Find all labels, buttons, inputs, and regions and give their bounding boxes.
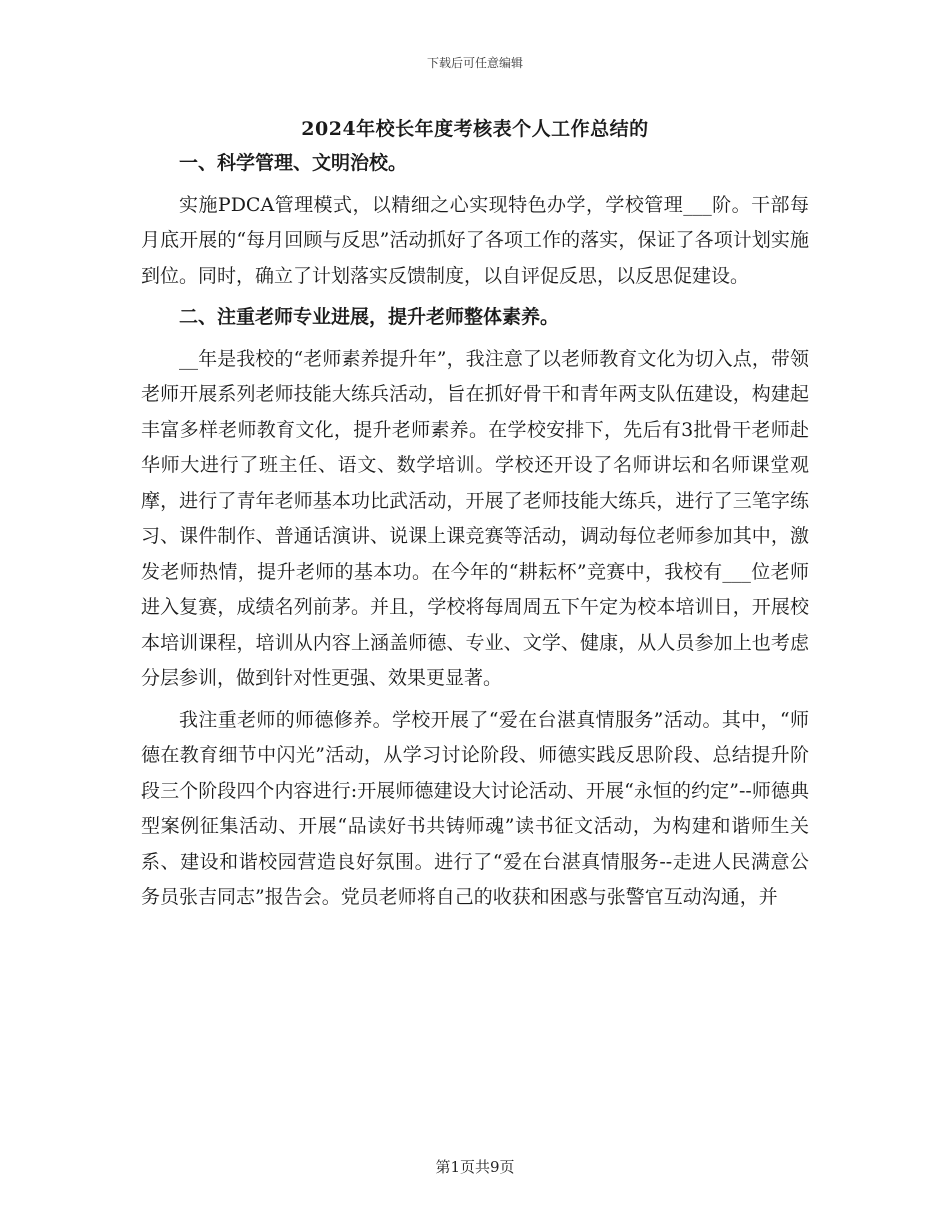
header-note: 下载后可任意编辑	[426, 56, 523, 70]
paragraph-3: 我注重老师的师德修养。学校开展了“爱在台湛真情服务”活动。其中，“师德在教育细节中闪光”活动，从学习讨论阶段、师德实践反思阶段、总结提升阶段三个阶段四个内容进行:开展师德建设大讨论活动、开展“永恒的约定”--师德典型案例征集活动、开展“品读好书共铸师魂”读书征文活动，为构建和谐师生关系、建设和谐校园营造良好氛围。进行了“爱在台湛真情服务--走进人民满意公务员张吉同志”报告会。党员老师将自己的收获和困惑与张警官互动沟通，并	[141, 708, 809, 908]
page-footer: 第1页共9页	[435, 1158, 515, 1176]
section-heading-2: 二、注重老师专业进展，提升老师整体素养。	[179, 306, 560, 328]
paragraph-2: __年是我校的“老师素养提升年”，我注意了以老师教育文化为切入点，带领老师开展系列老师技能大练兵活动，旨在抓好骨干和青年两支队伍建设，构建起丰富多样老师教育文化，提升老师素养。在学校安排下，先后有3批骨干老师赴华师大进行了班主任、语文、数学培训。学校还开设了名师讲坛和名师课堂观摩，进行了青年老师基本功比武活动，开展了老师技能大练兵，进行了三笔字练习、课件制作、普通话演讲、说课上课竞赛等活动，调动每位老师参加其中，激发老师热情，提升老师的基本功。在今年的“耕耘杯”竞赛中，我校有___位老师进入复赛，成绩名列前茅。并且，学校将每周周五下午定为校本培训日，开展校本培训课程，培训从内容上涵盖师德、专业、文学、健康，从人员参加上也考虑分层参训，做到针对性更强、效果更显著。	[141, 347, 809, 689]
section-heading-1: 一、科学管理、文明治校。	[179, 152, 408, 174]
document-body	[141, 146, 809, 916]
paragraph-1: 实施PDCA管理模式，以精细之心实现特色办学，学校管理___阶。干部每月底开展的“每月回顾与反思”活动抓好了各项工作的落实，保证了各项计划实施到位。同时，确立了计划落实反馈制度，以自评促反思，以反思促建设。	[141, 193, 809, 287]
document-title: 2024年校长年度考核表个人工作总结的	[301, 118, 649, 140]
